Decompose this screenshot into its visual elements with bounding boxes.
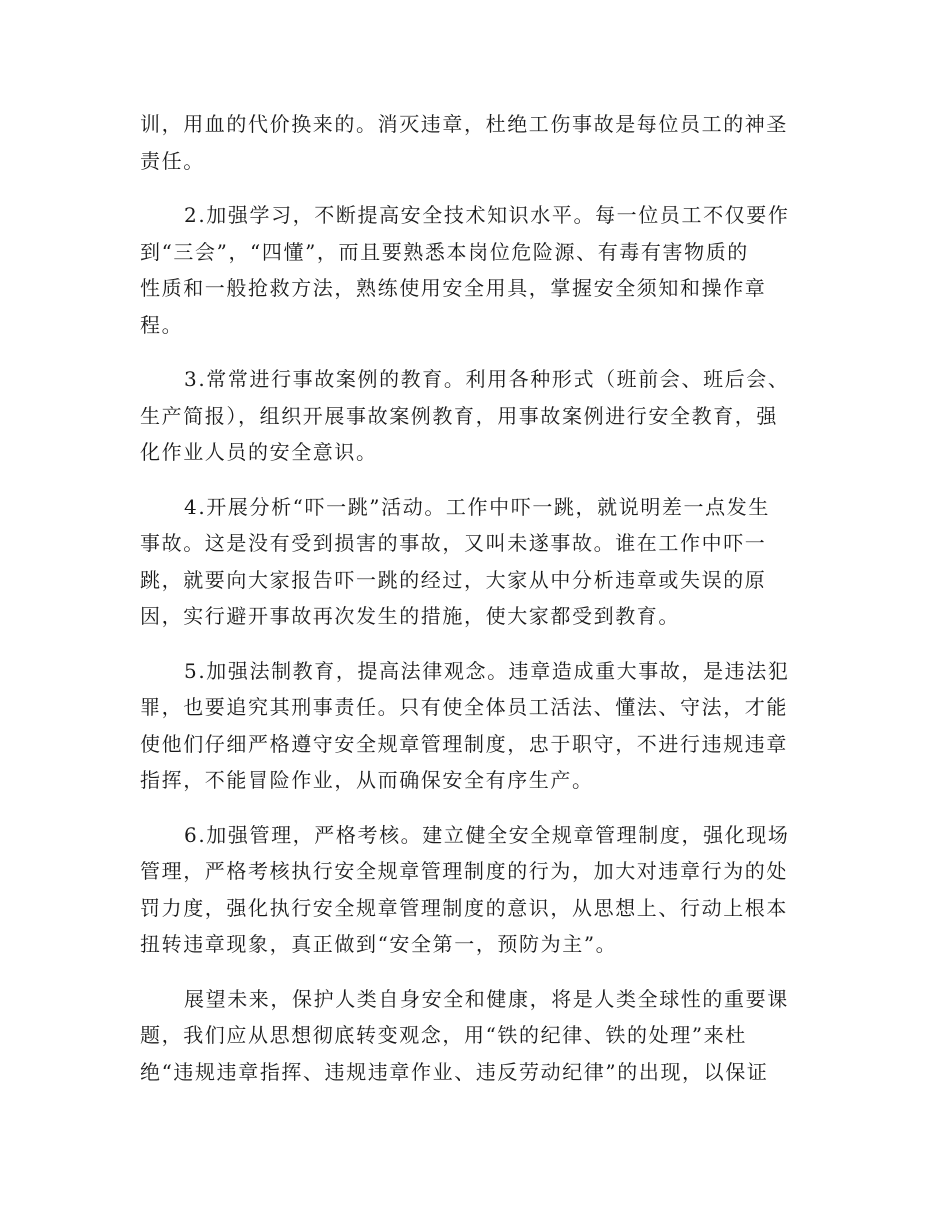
paragraph-item-3 <box>140 361 792 471</box>
paragraph-item-4 <box>140 489 792 635</box>
text-line: 事故。这是没有受到损害的事故，又叫未遂事故。谁在工作中吓一 <box>140 531 767 555</box>
text-line: 题，我们应从思想彻底转变观念，用“铁的纪律、铁的处理”来杜 <box>140 1023 747 1047</box>
text-line: 性质和一般抢救方法，熟练使用安全用具，掌握安全须知和操作章 <box>140 276 767 300</box>
text-line: 训，用血的代价换来的。消灭违章，杜绝工伤事故是每位员工的神圣 <box>140 112 788 136</box>
text-line: 4.开展分析“吓一跳”活动。工作中吓一跳，就说明差一点发生 <box>184 494 770 519</box>
text-line: 扭转违章现象，真正做到“安全第一，预防为主”。 <box>140 932 618 956</box>
text-line: 5.加强法制教育，提高法律观念。违章造成重大事故，是违法犯 <box>184 658 790 683</box>
paragraph-conclusion <box>140 981 792 1091</box>
paragraph-item-5 <box>140 653 792 799</box>
text-line: 跳，就要向大家报告吓一跳的经过，大家从中分析违章或失误的原 <box>140 567 767 592</box>
text-line: 2.加强学习，不断提高安全技术知识水平。每一位员工不仅要作 <box>184 203 790 227</box>
text-line: 责任。 <box>140 148 205 173</box>
document-body <box>140 106 792 1108</box>
text-line: 指挥，不能冒险作业，从而确保安全有序生产。 <box>140 768 594 792</box>
text-line: 罪，也要追究其刑事责任。只有使全体员工活法、懂法、守法，才能 <box>140 695 788 719</box>
text-line: 3.常常进行事故案例的教育。利用各种形式（班前会、班后会、 <box>184 367 790 391</box>
text-line: 使他们仔细严格遵守安全规章管理制度，忠于职守，不进行违规违章 <box>140 731 788 756</box>
text-line: 绝“违规违章指挥、违规违章作业、违反劳动纪律”的出现，以保证 <box>140 1059 769 1084</box>
paragraph-item-2 <box>140 197 792 343</box>
text-line: 到“三会”，“四懂”，而且要熟悉本岗位危险源、有毒有害物质的 <box>140 239 749 264</box>
text-line: 化作业人员的安全意识。 <box>140 440 378 464</box>
text-line: 因，实行避开事故再次发生的措施，使大家都受到教育。 <box>140 604 680 628</box>
text-line: 罚力度，强化执行安全规章管理制度的意识，从思想上、行动上根本 <box>140 895 788 920</box>
text-line: 管理，严格考核执行安全规章管理制度的行为，加大对违章行为的处 <box>140 859 788 883</box>
text-line: 程。 <box>140 312 184 337</box>
paragraph-continuation <box>140 106 792 179</box>
paragraph-item-6 <box>140 817 792 963</box>
text-line: 生产简报），组织开展事故案例教育，用事故案例进行安全教育，强 <box>140 403 778 428</box>
text-line: 6.加强管理，严格考核。建立健全安全规章管理制度，强化现场 <box>184 822 790 847</box>
text-line: 展望未来，保护人类自身安全和健康，将是人类全球性的重要课 <box>184 986 789 1011</box>
